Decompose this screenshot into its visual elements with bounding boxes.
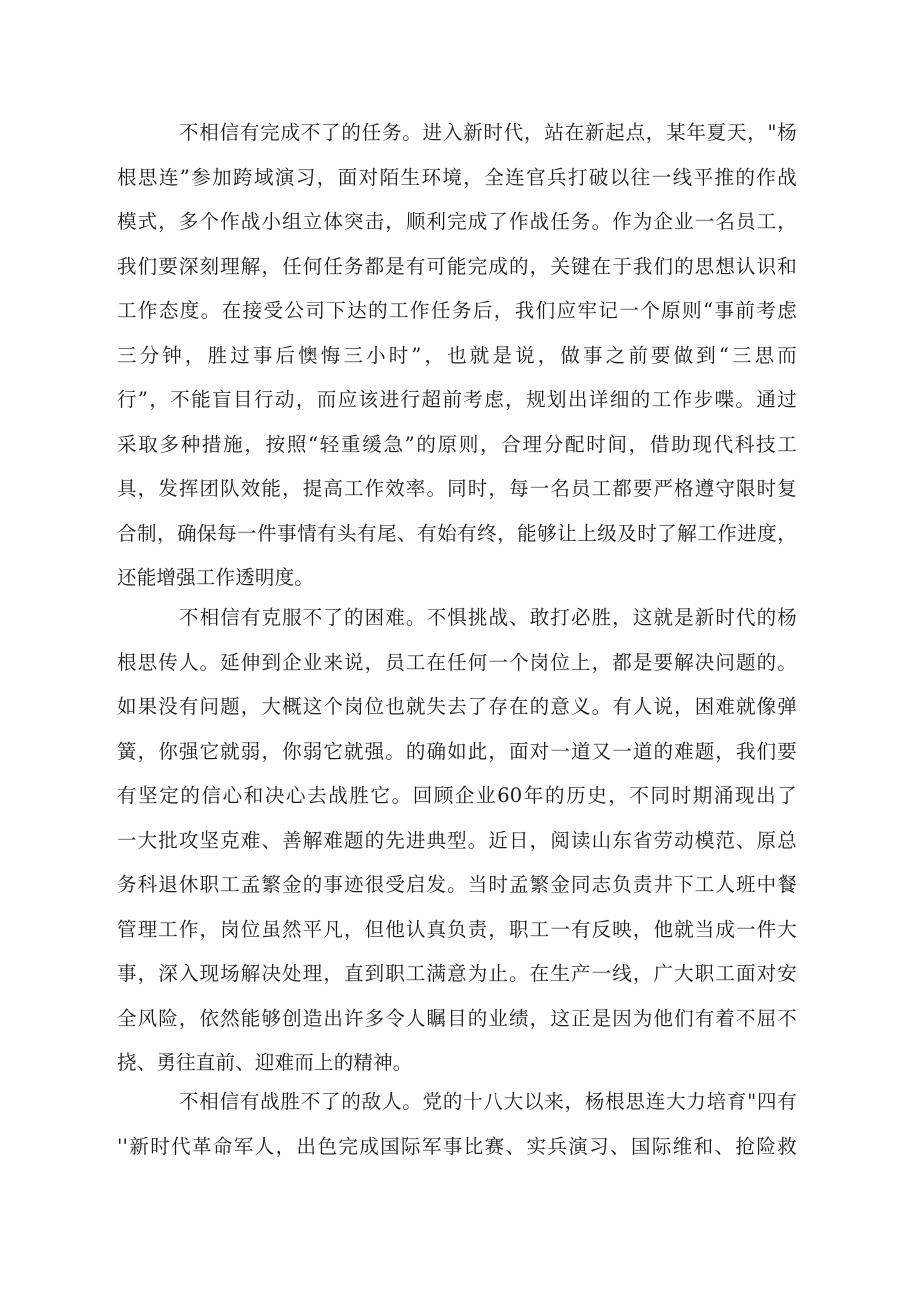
text-line: 行”，不能盲目行动，而应该进行超前考虑，规划出详细的工作步喋。通过 (117, 388, 797, 411)
text-line: 务科退休职工孟繁金的事迹很受启发。当时孟繁金同志负责井下工人班中餐 (117, 873, 797, 896)
text-line: 管理工作，岗位虽然平凡，但他认真负责，职工一有反映，他就当成一件大 (117, 917, 797, 941)
text-line: 有坚定的信心和决心去战胜它。回顾企业60年的历史，不同时期涌现出了 (117, 784, 797, 807)
paragraph-task (117, 111, 797, 601)
paragraph-difficulty (117, 596, 797, 1086)
text-line: 具，发挥团队效能，提高工作效率。同时，每一名员工都要严格遵守限时复 (117, 477, 797, 500)
text-line: 事，深入现场解决处理，直到职工满意为止。在生产一线，广大职工面对安 (117, 962, 797, 985)
text-line: 还能增强工作透明度。 (117, 566, 315, 589)
text-line: 工作态度。在接受公司下达的工作任务后，我们应牢记一个原则“事前考虑 (117, 299, 797, 322)
text-line: 合制，确保每一件事情有头有尾、有始有终，能够让上级及时了解工作进度， (117, 521, 797, 545)
text-line: 采取多种措施，按照“轻重缓急”的原则，合理分配时间，借助现代科技工 (117, 432, 797, 456)
text-line: 三分钟，胜过事后懊悔三小时”，也就是说，做事之前要做到“三思而 (117, 343, 797, 367)
text-line: 不相信有完成不了的任务。进入新时代，站在新起点，某年夏天，"杨 (179, 121, 797, 144)
text-line: 簧，你强它就弱，你弱它就强。的确如此，面对一道又一道的难题，我们要 (117, 739, 797, 763)
text-line: 挠、勇往直前、迎难而上的精神。 (117, 1051, 413, 1074)
text-line: 如果没有问题，大概这个岗位也就失去了存在的意义。有人说，困难就像弹 (117, 695, 797, 718)
text-line: 一大批攻坚克难、善解难题的先进典型。近日，阅读山东省劳动模范、原总 (117, 828, 797, 852)
paragraph-enemy (117, 1080, 797, 1169)
text-line: 模式，多个作战小组立体突击，顺利完成了作战任务。作为企业一名员工， (117, 210, 797, 233)
text-line: 全风险，依然能够创造出许多令人瞩目的业绩，这正是因为他们有着不屈不 (117, 1006, 797, 1030)
text-line: 我们要深刻理解，任何任务都是有可能完成的，关键在于我们的思想认识和 (117, 254, 797, 278)
text-line: 不相信有克服不了的困难。不惧挑战、敢打必胜，这就是新时代的杨 (179, 606, 797, 629)
text-line: ''新时代革命军人，出色完成国际军事比赛、实兵演习、国际维和、抢险救 (117, 1134, 797, 1158)
text-line: 根思连”参加跨域演习，面对陌生环境，全连官兵打破以往一线平推的作战 (117, 165, 797, 189)
text-line: 不相信有战胜不了的敌人。党的十八大以来，杨根思连大力培育"四有 (179, 1090, 797, 1113)
text-line: 根思传人。延伸到企业来说，员工在任何一个岗位上，都是要解决问题的。 (117, 650, 797, 674)
